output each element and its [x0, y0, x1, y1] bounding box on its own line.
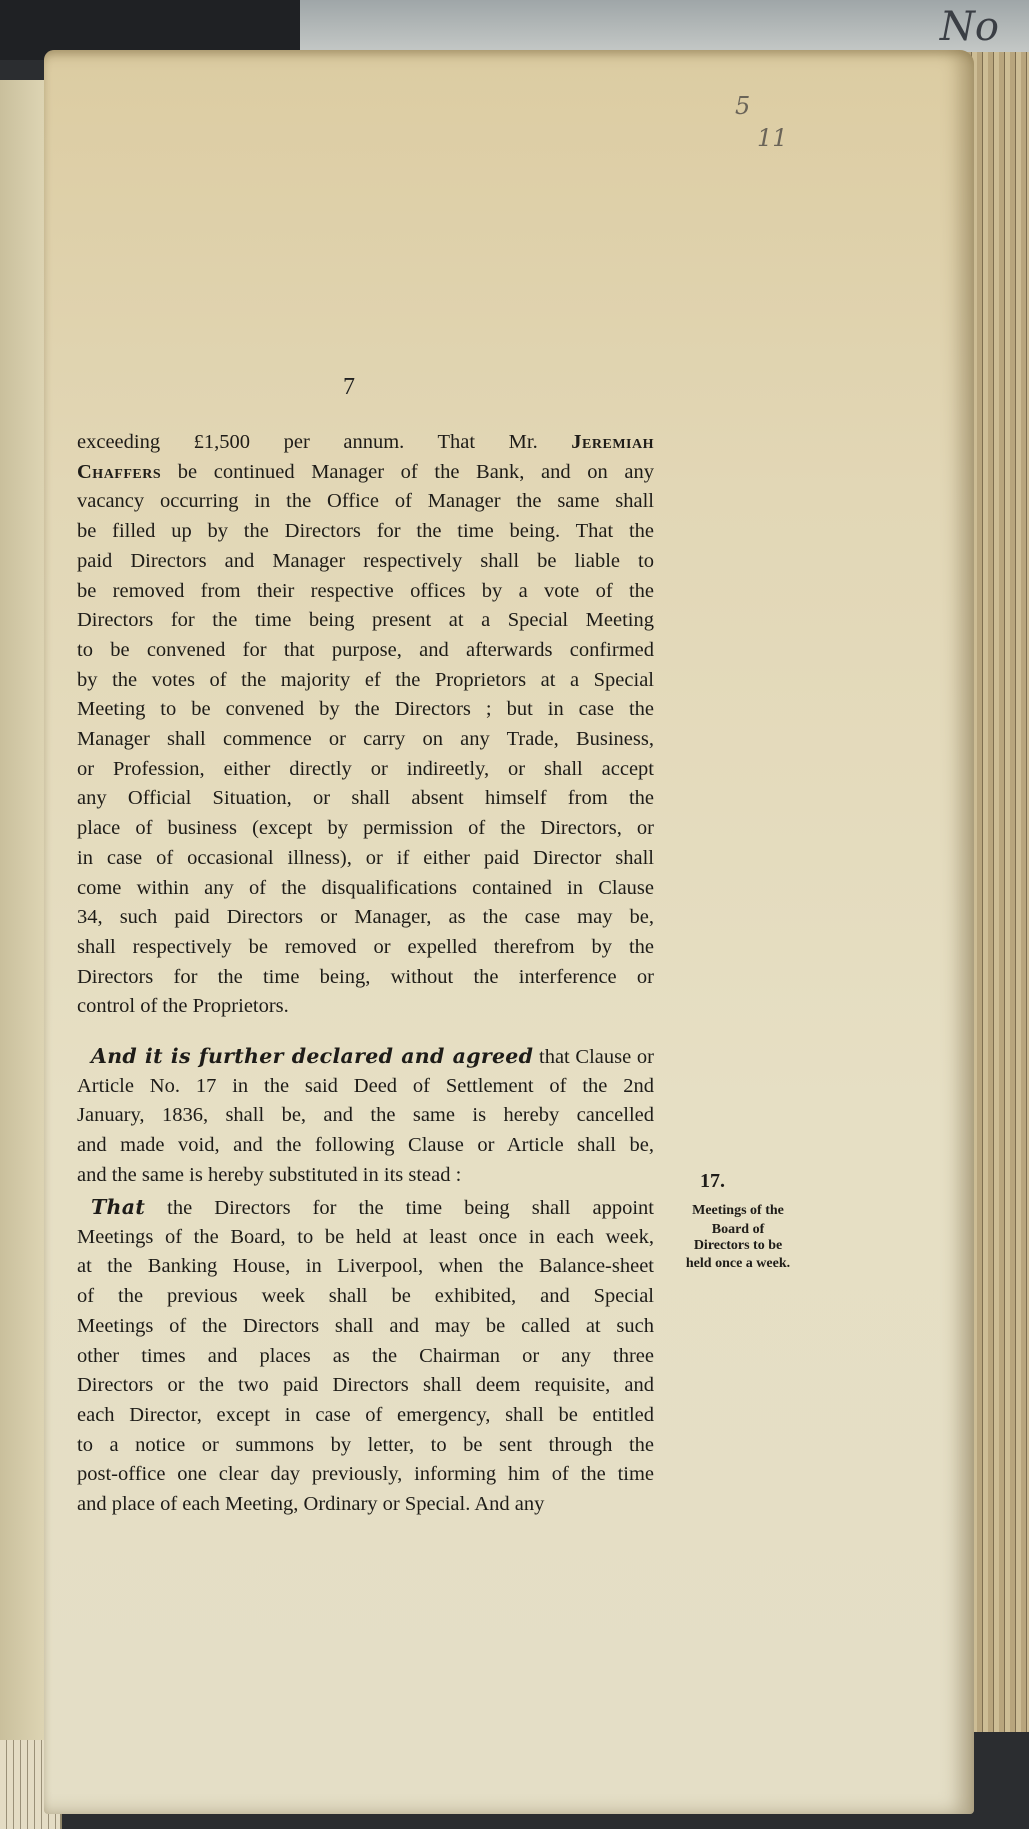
text-segment: in case of occasional illness), or if either paid Director shall: [77, 846, 654, 869]
text-line: [77, 1192, 654, 1222]
text-segment: 34, such paid Directors or Manager, as the case may be,: [77, 906, 654, 929]
text-line: [77, 1071, 654, 1101]
text-line: [77, 962, 654, 992]
blackletter-text: That: [91, 1195, 146, 1219]
margin-note-line: Meetings of the: [692, 1203, 784, 1218]
text-line: [77, 1251, 654, 1281]
text-segment: be continued Manager of the Bank, and on any: [161, 460, 654, 483]
text-line: [77, 1130, 654, 1160]
text-line: [77, 843, 654, 873]
text-line: [77, 991, 654, 1021]
text-segment: place of business (except by permission of the Directors, or: [77, 817, 654, 840]
text-segment: Directors for the time being, without the interference or: [77, 965, 654, 988]
text-segment: exceeding £1,500 per annum. That Mr.: [77, 431, 572, 453]
text-line: [77, 1489, 654, 1519]
margin-note-number: 17.: [700, 1170, 725, 1192]
text-line: [77, 1400, 654, 1430]
text-segment: other times and places as the Chairman or any three: [77, 1344, 654, 1367]
text-line: [77, 635, 654, 665]
text-segment: Manager shall commence or carry on any Trade, Business,: [77, 728, 654, 750]
small-caps-name: Jeremiah: [571, 431, 654, 453]
text-line: [77, 724, 654, 754]
text-segment: post-office one clear day previously, informing him of the time: [77, 1463, 654, 1486]
text-segment: and the same is hereby substituted in its stead :: [77, 1163, 462, 1186]
page-number: 7: [343, 374, 355, 400]
text-line: [77, 486, 654, 516]
pencil-mark: 11: [757, 124, 788, 152]
text-line: [77, 546, 654, 576]
text-line: [77, 1281, 654, 1311]
text-line: [77, 605, 654, 635]
text-line: [77, 873, 654, 903]
text-segment: each Director, except in case of emergency, shall be entitled: [77, 1403, 654, 1426]
text-line: [77, 1222, 654, 1252]
background-document-strip: [300, 0, 1029, 52]
text-segment: shall respectively be removed or expelled therefrom by the: [77, 935, 654, 958]
text-line: [77, 1430, 654, 1460]
text-segment: or Profession, either directly or indireetly, or shall accept: [77, 757, 654, 780]
text-line: [77, 1100, 654, 1130]
margin-note-line: held once a week.: [685, 1256, 791, 1271]
text-segment: and made void, and the following Clause or Article shall be,: [77, 1134, 654, 1157]
pencil-mark: 5: [735, 92, 751, 120]
text-segment: Meeting to be convened by the Directors ; but in case the: [77, 698, 654, 721]
text-line: [77, 754, 654, 784]
text-line: [77, 665, 654, 695]
text-segment: vacancy occurring in the Office of Manager the same shall: [77, 490, 654, 513]
text-segment: January, 1836, shall be, and the same is hereby cancelled: [77, 1104, 654, 1127]
text-segment: Directors for the time being present at a Special Meeting: [77, 609, 654, 632]
text-line: [77, 932, 654, 962]
text-segment: paid Directors and Manager respectively shall be liable to: [77, 549, 654, 572]
text-segment: be removed from their respective offices by a vote of the: [77, 579, 654, 602]
text-line: [77, 902, 654, 932]
text-segment: control of the Proprietors.: [77, 995, 289, 1018]
text-line: [77, 1160, 654, 1190]
text-segment: that Clause or: [533, 1046, 654, 1068]
text-line: [77, 783, 654, 813]
text-segment: Meetings of the Directors shall and may be called at such: [77, 1314, 654, 1337]
text-segment: be filled up by the Directors for the time being. That the: [77, 520, 654, 543]
text-segment: any Official Situation, or shall absent himself from the: [77, 787, 654, 810]
text-line: [77, 427, 654, 457]
text-line: [77, 694, 654, 724]
text-segment: Meetings of the Board, to be held at least once in each week,: [77, 1225, 654, 1248]
text-segment: come within any of the disqualifications contained in Clause: [77, 876, 654, 899]
text-segment: by the votes of the majority ef the Proprietors at a Special: [77, 668, 654, 691]
text-line: [77, 1370, 654, 1400]
text-line: [77, 813, 654, 843]
text-line: [77, 1459, 654, 1489]
text-line: [77, 457, 654, 487]
text-line: [77, 1041, 654, 1071]
text-line: [77, 576, 654, 606]
text-segment: of the previous week shall be exhibited, and Special: [77, 1285, 654, 1308]
blackletter-text: And it is further declared and agreed: [91, 1044, 534, 1068]
text-segment: Article No. 17 in the said Deed of Settlement of the 2nd: [77, 1074, 654, 1097]
text-segment: to be convened for that purpose, and afterwards confirmed: [77, 638, 654, 661]
margin-note-line: Board of: [711, 1222, 765, 1237]
margin-note-line: Directors to be: [693, 1238, 783, 1253]
text-segment: at the Banking House, in Liverpool, when the Balance-sheet: [77, 1255, 654, 1278]
background-handwriting: No: [939, 4, 999, 50]
text-line: [77, 516, 654, 546]
text-line: [77, 1341, 654, 1371]
text-segment: Directors or the two paid Directors shall deem requisite, and: [77, 1374, 654, 1397]
text-line: [77, 1311, 654, 1341]
text-segment: to a notice or summons by letter, to be sent through the: [77, 1433, 654, 1456]
text-segment: the Directors for the time being shall appoint: [145, 1197, 654, 1219]
small-caps-name: Chaffers: [77, 460, 162, 483]
text-segment: and place of each Meeting, Ordinary or Special. And any: [77, 1493, 545, 1515]
